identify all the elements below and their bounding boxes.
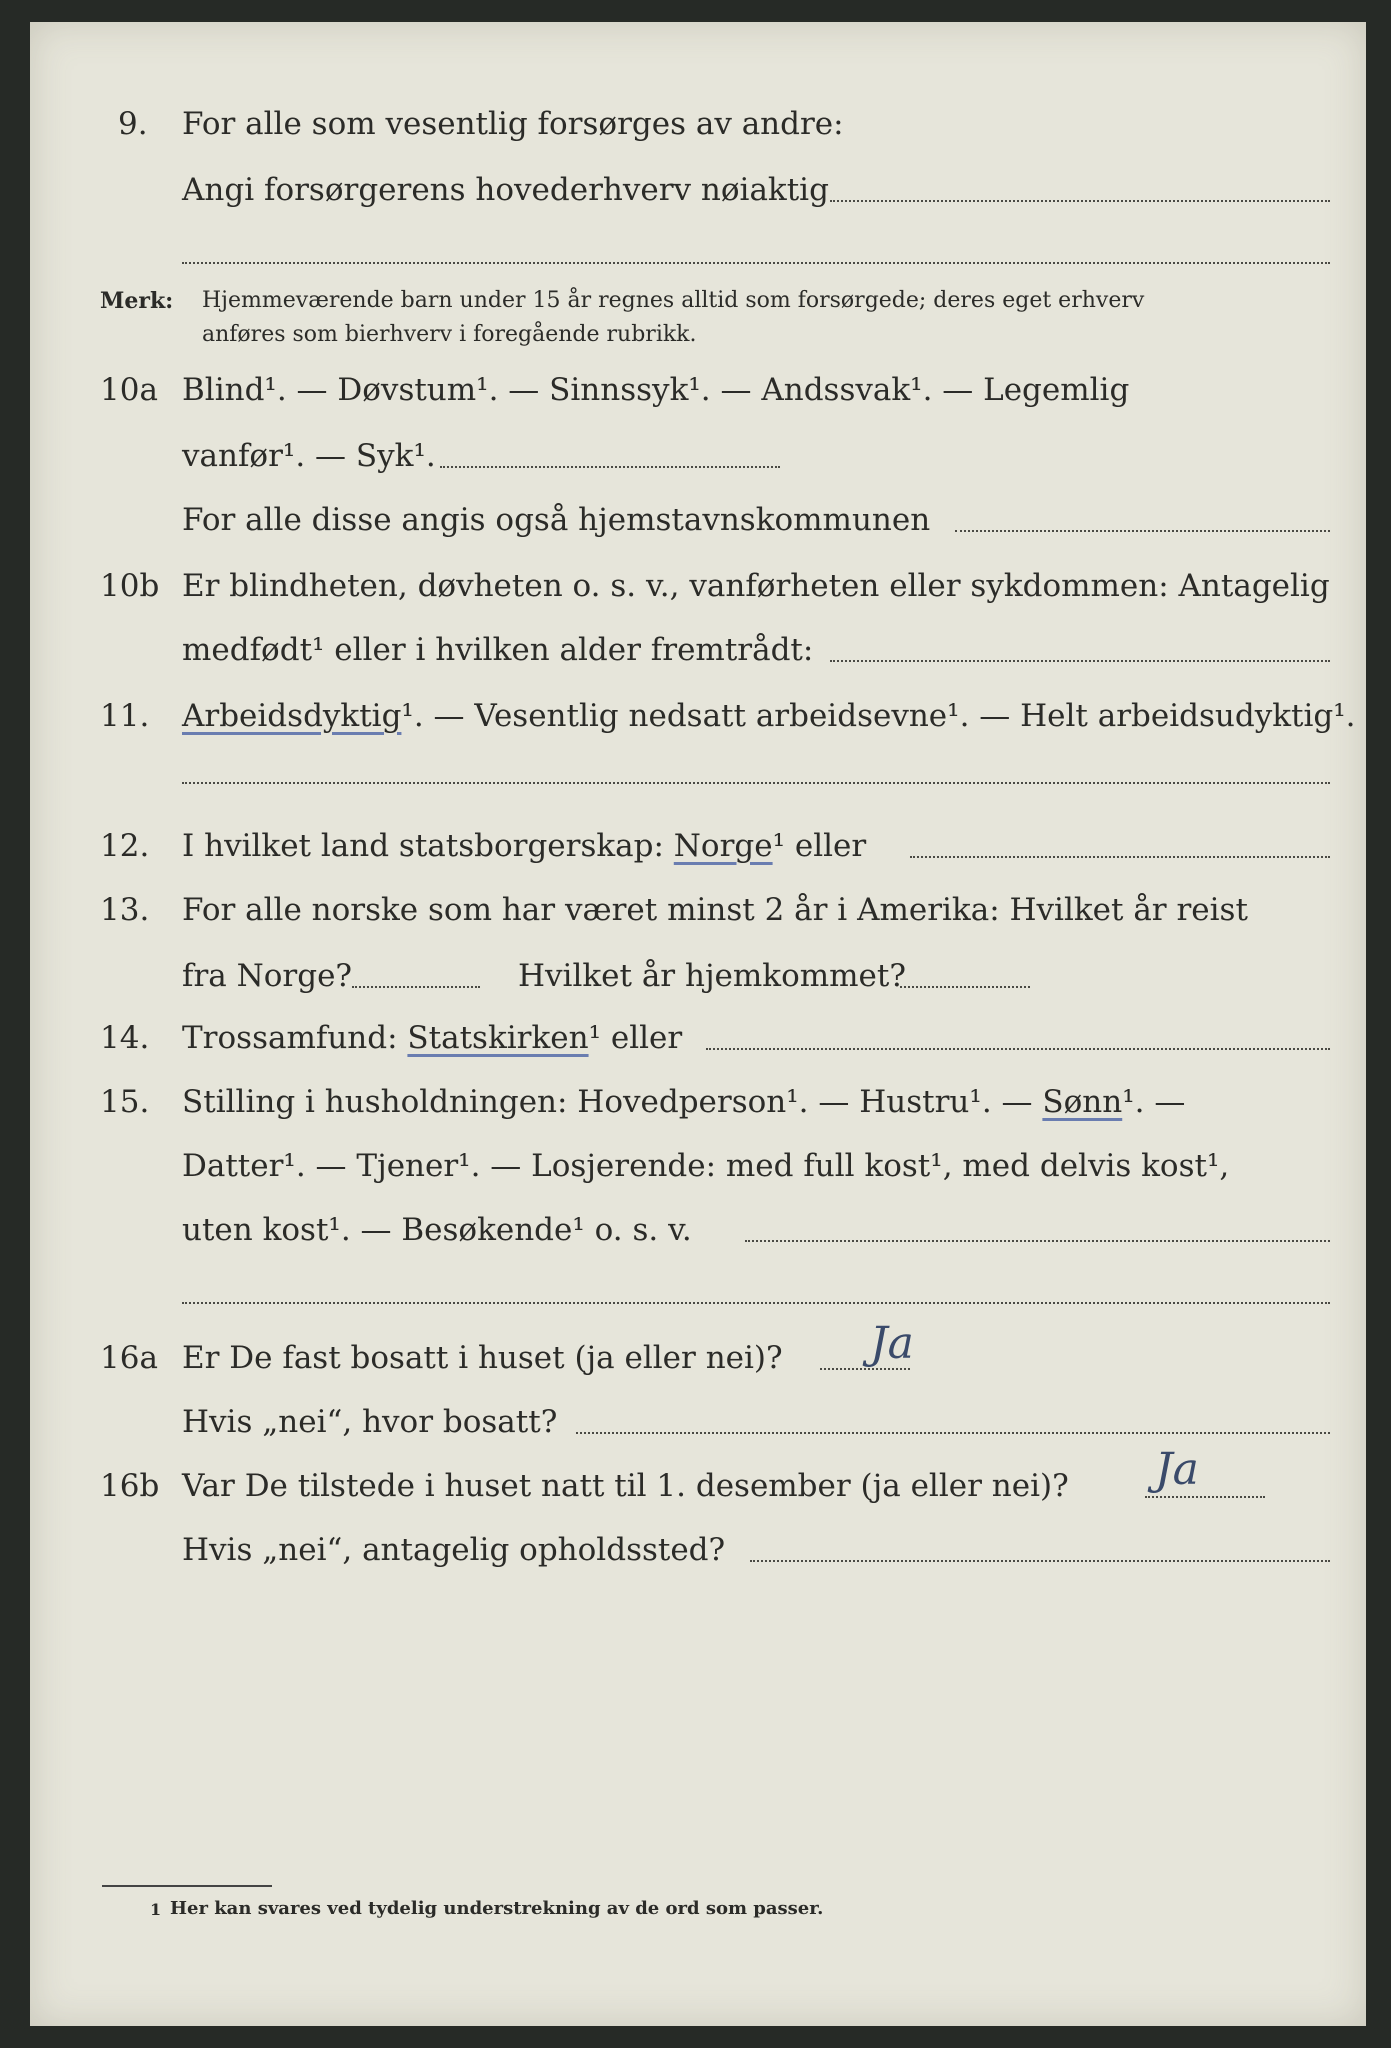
q10a-line2: vanfør¹. — Syk¹. bbox=[182, 438, 436, 474]
q10a-number: 10a bbox=[100, 372, 158, 408]
q15-line3: uten kost¹. — Besøkende¹ o. s. v. bbox=[182, 1212, 692, 1248]
footnote-rule bbox=[102, 1885, 272, 1887]
q10a-hjemstavn-line[interactable] bbox=[955, 530, 1330, 532]
q12-number: 12. bbox=[100, 828, 150, 864]
q9-line1: For alle som vesentlig forsørges av andre: bbox=[182, 106, 844, 142]
q11-extra-line[interactable] bbox=[182, 782, 1330, 784]
q13-line1: For alle norske som har været minst 2 år i Amerika: Hvilket år reist bbox=[182, 892, 1248, 928]
q13-line2a: fra Norge? bbox=[182, 958, 353, 994]
q10a-syk-line[interactable] bbox=[440, 466, 780, 468]
q13-reist-line[interactable] bbox=[352, 986, 480, 988]
footnote-mark: 1 bbox=[150, 1900, 162, 1919]
census-form-page bbox=[30, 22, 1366, 2026]
q16a-number: 16a bbox=[100, 1340, 158, 1376]
q11-number: 11. bbox=[100, 698, 150, 734]
q11-rest: ¹. — Vesentlig nedsatt arbeidsevne¹. — Helt arbeidsudyktig¹. bbox=[401, 698, 1356, 734]
q14-answer-line[interactable] bbox=[706, 1048, 1330, 1050]
q15-line1 bbox=[182, 1082, 1185, 1122]
q16a-handwritten-answer: Ja bbox=[870, 1318, 914, 1369]
q14-prefix: Trossamfund: bbox=[182, 1020, 408, 1056]
q12-norge: Norge bbox=[673, 828, 773, 864]
q16b-number: 16b bbox=[100, 1468, 160, 1504]
q16a-bosatt-line[interactable] bbox=[576, 1432, 1330, 1434]
q12-line bbox=[182, 826, 866, 866]
q16b-answer-line[interactable] bbox=[1145, 1496, 1265, 1498]
q10b-answer-line[interactable] bbox=[830, 660, 1330, 662]
q16b-handwritten-answer: Ja bbox=[1155, 1444, 1199, 1495]
q14-number: 14. bbox=[100, 1020, 150, 1056]
merk-label: Merk: bbox=[100, 288, 174, 314]
merk-line2: anføres som bierhverv i foregående rubrikk. bbox=[202, 322, 697, 347]
q10b-line2: medfødt¹ eller i hvilken alder fremtrådt: bbox=[182, 632, 814, 668]
q9-answer-line[interactable] bbox=[830, 200, 1330, 202]
q9-line2: Angi forsørgerens hovederhverv nøiaktig bbox=[182, 172, 829, 208]
q16a-line1: Er De fast bosatt i huset (ja eller nei)? bbox=[182, 1340, 783, 1376]
q9-extra-line[interactable] bbox=[182, 262, 1330, 264]
q15-line2: Datter¹. — Tjener¹. — Losjerende: med full kost¹, med delvis kost¹, bbox=[182, 1148, 1230, 1184]
q16a-line2: Hvis „nei“, hvor bosatt? bbox=[182, 1404, 558, 1440]
q15-sonn: Sønn bbox=[1042, 1084, 1123, 1120]
q11-line bbox=[182, 696, 1356, 736]
q14-line bbox=[182, 1018, 682, 1058]
q15-line1-a: Stilling i husholdningen: Hovedperson¹. — Hustru¹. — bbox=[182, 1084, 1043, 1120]
q12-answer-line[interactable] bbox=[910, 856, 1330, 858]
q15-line1-b: ¹. — bbox=[1122, 1084, 1186, 1120]
q13-number: 13. bbox=[100, 892, 150, 928]
merk-line1: Hjemmeværende barn under 15 år regnes alltid som forsørgede; deres eget erhverv bbox=[202, 288, 1145, 313]
q10a-line1: Blind¹. — Døvstum¹. — Sinnssyk¹. — Andssvak¹. — Legemlig bbox=[182, 372, 1130, 408]
q15-number: 15. bbox=[100, 1084, 150, 1120]
q11-arbeidsdyktig: Arbeidsdyktig bbox=[182, 698, 402, 734]
q16b-opholdssted-line[interactable] bbox=[750, 1560, 1330, 1562]
q16b-line1: Var De tilstede i huset natt til 1. desember (ja eller nei)? bbox=[182, 1468, 1069, 1504]
q16b-line2: Hvis „nei“, antagelig opholdssted? bbox=[182, 1532, 726, 1568]
q15-extra-line[interactable] bbox=[182, 1302, 1330, 1304]
q13-hjemkommet-line[interactable] bbox=[900, 986, 1030, 988]
q13-line2b: Hvilket år hjemkommet? bbox=[518, 958, 906, 994]
q14-suffix: ¹ eller bbox=[588, 1020, 683, 1056]
q10b-number: 10b bbox=[100, 568, 160, 604]
footnote-text: Her kan svares ved tydelig understrekning av de ord som passer. bbox=[170, 1898, 824, 1919]
q12-prefix: I hvilket land statsborgerskap: bbox=[182, 828, 674, 864]
q10a-line3: For alle disse angis også hjemstavnskommunen bbox=[182, 502, 931, 538]
q12-suffix: ¹ eller bbox=[772, 828, 867, 864]
q14-statskirken: Statskirken bbox=[407, 1020, 589, 1056]
q9-number: 9. bbox=[118, 106, 148, 142]
q10b-line1: Er blindheten, døvheten o. s. v., vanførheten eller sykdommen: Antagelig bbox=[182, 568, 1330, 604]
q15-answer-line[interactable] bbox=[745, 1240, 1330, 1242]
